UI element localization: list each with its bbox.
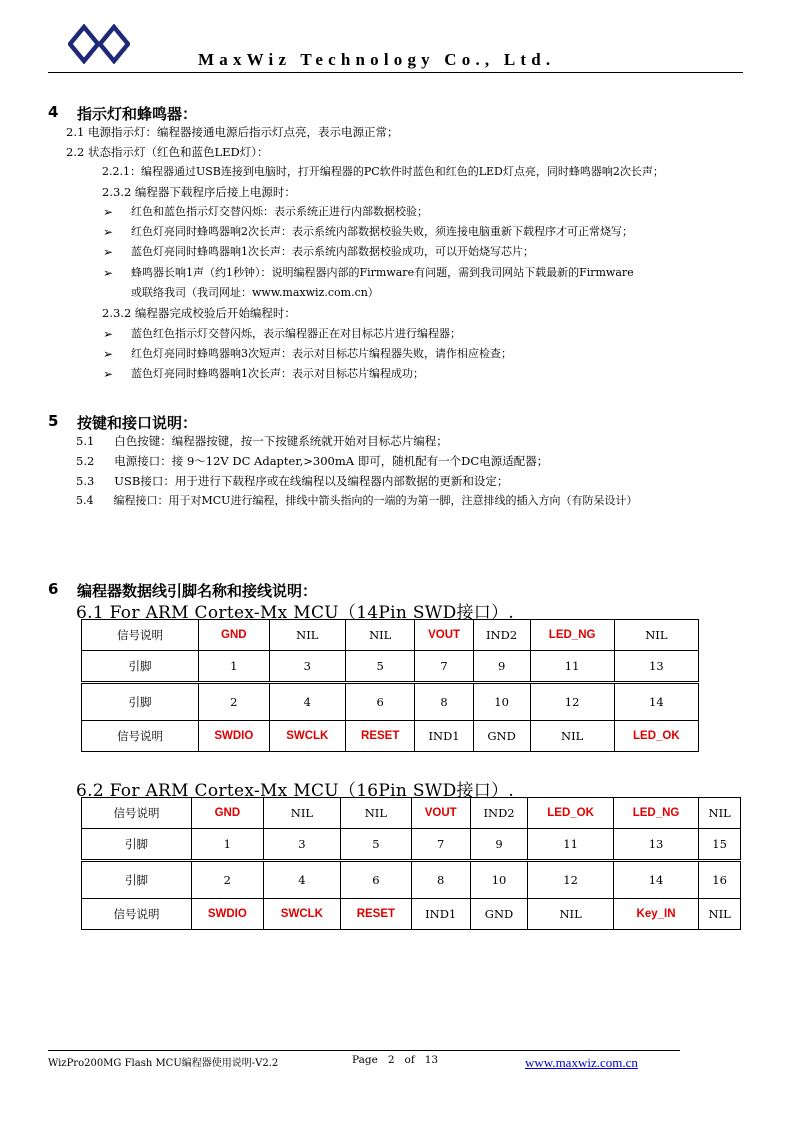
pin-number-cell: 16 [699, 861, 741, 899]
section-title: 指示灯和蜂鸣器： [77, 105, 198, 123]
signal-cell: SWCLK [263, 899, 340, 930]
arrow-bullet-icon: ➢ [103, 327, 114, 341]
signal-cell: Key_IN [613, 899, 698, 930]
pin-number-cell: 1 [199, 651, 270, 683]
arrow-bullet-icon: ➢ [103, 347, 114, 361]
table-16pin-title: 6.2 For ARM Cortex-Mx MCU（16Pin SWD接口）. [76, 781, 515, 801]
pin-number-cell: 7 [415, 651, 473, 683]
table-row [82, 651, 699, 683]
pinout-table-16pin [81, 797, 741, 930]
signal-cell: LED_OK [528, 798, 613, 829]
website-link[interactable]: www.maxwiz.com.cn [525, 1055, 638, 1070]
usb-connect-text: 2.2.1：编程器通过USB连接到电脑时，打开编程器的PC软件时蓝色和红色的LED灯点亮，同时蜂鸣器响2次长声； [102, 165, 664, 178]
row-label: 信号说明 [82, 798, 192, 829]
table-row [82, 721, 699, 752]
pin-number-cell: 3 [269, 651, 345, 683]
signal-cell: NIL [341, 798, 412, 829]
section-title: 编程器数据线引脚名称和接线说明： [77, 582, 318, 600]
pin-number-cell: 10 [473, 683, 530, 721]
pin-number-cell: 12 [528, 861, 613, 899]
row-label: 信号说明 [82, 620, 199, 651]
pin-number-cell: 13 [614, 651, 698, 683]
signal-cell: SWDIO [199, 721, 270, 752]
section-number: 4 [48, 103, 59, 121]
list-item: 5.1 白色按键：编程器按键，按一下按键系统就开始对目标芯片编程； [76, 434, 448, 448]
list-item-continuation: 或联络我司（我司网址：www.maxwiz.com.cn） [131, 286, 379, 299]
signal-cell: NIL [345, 620, 415, 651]
header-divider [48, 72, 743, 73]
pin-number-cell: 9 [473, 651, 530, 683]
status-indicator-text: 2.2 状态指示灯（红色和蓝色LED灯）： [66, 145, 269, 159]
signal-cell: NIL [269, 620, 345, 651]
pin-number-cell: 2 [192, 861, 264, 899]
programming-start-text: 2.3.2 编程器完成校验后开始编程时： [102, 306, 296, 320]
arrow-bullet-icon: ➢ [103, 266, 114, 280]
footer-divider [48, 1050, 680, 1051]
page-header [48, 22, 743, 74]
section-number: 6 [48, 580, 59, 598]
signal-cell: NIL [530, 721, 614, 752]
signal-cell: LED_OK [614, 721, 698, 752]
section-title: 按键和接口说明： [77, 414, 198, 432]
row-label: 信号说明 [82, 899, 192, 930]
arrow-bullet-icon: ➢ [103, 367, 114, 381]
signal-cell: IND2 [470, 798, 528, 829]
signal-cell: NIL [699, 899, 741, 930]
pin-number-cell: 14 [614, 683, 698, 721]
pin-number-cell: 15 [699, 829, 741, 861]
signal-cell: GND [199, 620, 270, 651]
pin-number-cell: 14 [613, 861, 698, 899]
pin-number-cell: 2 [199, 683, 270, 721]
pin-number-cell: 5 [341, 829, 412, 861]
arrow-bullet-icon: ➢ [103, 245, 114, 259]
pin-number-cell: 11 [530, 651, 614, 683]
arrow-bullet-icon: ➢ [103, 225, 114, 239]
document-title: WizPro200MG Flash MCU编程器使用说明-V2.2 [48, 1058, 279, 1069]
pin-number-cell: 5 [345, 651, 415, 683]
row-label: 引脚 [82, 651, 199, 683]
section-number: 5 [48, 412, 59, 430]
signal-cell: RESET [345, 721, 415, 752]
list-item: 5.2 电源接口：接 9～12V DC Adapter,>300mA 即可，随机配有一个DC电源适配器； [76, 454, 549, 468]
signal-cell: IND2 [473, 620, 530, 651]
company-name: MaxWiz Technology Co., Ltd. [198, 50, 556, 69]
page-indicator: Page 2 of 13 [352, 1054, 439, 1066]
signal-cell: NIL [528, 899, 613, 930]
signal-cell: VOUT [415, 620, 473, 651]
download-power-text: 2.3.2 编程器下载程序后接上电源时： [102, 185, 296, 199]
power-indicator-text: 2.1 电源指示灯：编程器接通电源后指示灯点亮，表示电源正常； [66, 125, 399, 139]
pin-number-cell: 7 [411, 829, 470, 861]
table-row [82, 620, 699, 651]
row-label: 引脚 [82, 683, 199, 721]
signal-cell: GND [192, 798, 264, 829]
list-item: 5.3 USB接口：用于进行下载程序或在线编程以及编程器内部数据的更新和设定； [76, 474, 509, 488]
signal-cell: NIL [699, 798, 741, 829]
table-row [82, 829, 741, 861]
signal-cell: NIL [263, 798, 340, 829]
list-item: 5.4 编程接口：用于对MCU进行编程，排线中箭头指向的一端的为第一脚，注意排线的插入方向（有防呆设计） [76, 494, 638, 507]
pinout-table-14pin [81, 619, 699, 752]
pin-number-cell: 8 [411, 861, 470, 899]
signal-cell: IND1 [411, 899, 470, 930]
signal-cell: GND [473, 721, 530, 752]
pin-number-cell: 4 [263, 861, 340, 899]
pin-number-cell: 4 [269, 683, 345, 721]
signal-cell: LED_NG [613, 798, 698, 829]
signal-cell: NIL [614, 620, 698, 651]
pin-number-cell: 3 [263, 829, 340, 861]
signal-cell: VOUT [411, 798, 470, 829]
signal-cell: RESET [341, 899, 412, 930]
pin-number-cell: 1 [192, 829, 264, 861]
table-row [82, 899, 741, 930]
signal-cell: LED_NG [530, 620, 614, 651]
pin-number-cell: 11 [528, 829, 613, 861]
row-label: 引脚 [82, 829, 192, 861]
pin-number-cell: 10 [470, 861, 528, 899]
table-row [82, 861, 741, 899]
table-row [82, 683, 699, 721]
signal-cell: IND1 [415, 721, 473, 752]
table-row [82, 798, 741, 829]
signal-cell: SWDIO [192, 899, 264, 930]
pin-number-cell: 9 [470, 829, 528, 861]
arrow-bullet-icon: ➢ [103, 205, 114, 219]
pin-number-cell: 8 [415, 683, 473, 721]
row-label: 信号说明 [82, 721, 199, 752]
maxwiz-logo [68, 24, 130, 64]
table-14pin-title: 6.1 For ARM Cortex-Mx MCU（14Pin SWD接口）. [76, 603, 515, 623]
signal-cell: SWCLK [269, 721, 345, 752]
signal-cell: GND [470, 899, 528, 930]
pin-number-cell: 6 [345, 683, 415, 721]
pin-number-cell: 12 [530, 683, 614, 721]
pin-number-cell: 13 [613, 829, 698, 861]
pin-number-cell: 6 [341, 861, 412, 899]
row-label: 引脚 [82, 861, 192, 899]
